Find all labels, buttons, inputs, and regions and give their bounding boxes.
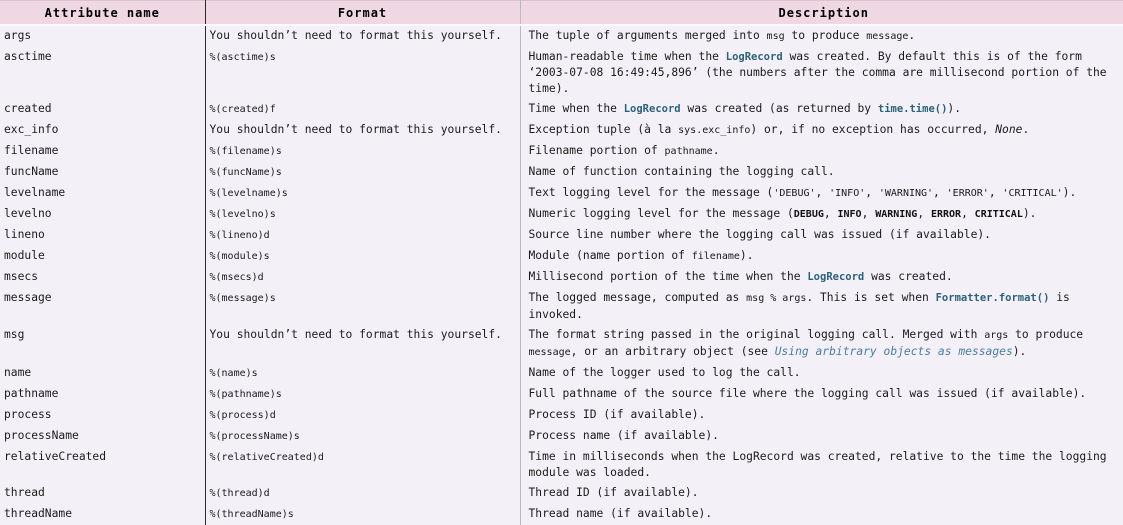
- table-row: [0, 25, 1123, 47]
- attribute-name-cell: lineno: [4, 228, 45, 241]
- text: Time in milliseconds when the LogRecord was created, relative to the time the logging module was loaded.: [528, 450, 1107, 479]
- attribute-name-cell: msg: [4, 328, 25, 341]
- text: to produce: [784, 29, 867, 42]
- code-reference-link[interactable]: LogRecord: [623, 103, 681, 115]
- table-row: [0, 204, 1123, 225]
- text: Name of the logger used to log the call.: [528, 366, 801, 379]
- attribute-name-cell: asctime: [4, 50, 52, 63]
- description-cell: [520, 447, 1123, 483]
- description-cell: [520, 204, 1123, 225]
- table-row: [0, 384, 1123, 405]
- text: Millisecond portion of the time when the: [528, 270, 808, 283]
- table-body: [0, 25, 1123, 525]
- inline-code: msg % args: [746, 293, 807, 304]
- column-header-format: Format: [205, 1, 520, 26]
- inline-code: 'INFO': [829, 188, 866, 199]
- text: ,: [933, 186, 947, 199]
- text: You shouldn’t need to format this yourself.: [209, 29, 502, 42]
- inline-code: 'WARNING': [878, 188, 934, 199]
- attribute-name-cell: exc_info: [4, 123, 59, 136]
- inline-code: %(msecs)d: [209, 272, 264, 283]
- inline-code: %(filename)s: [209, 146, 282, 157]
- text: Numeric logging level for the message (: [528, 207, 794, 220]
- inline-code: %(asctime)s: [209, 52, 276, 63]
- attribute-name-cell: levelno: [4, 207, 52, 220]
- attribute-name-cell: process: [4, 408, 52, 421]
- text: .: [712, 144, 720, 157]
- format-cell: [205, 47, 520, 99]
- description-cell: [520, 405, 1123, 426]
- table-row: [0, 447, 1123, 483]
- format-cell: [205, 384, 520, 405]
- text: ).: [1012, 345, 1027, 358]
- inline-code: %(created)f: [209, 104, 276, 115]
- text: ,: [861, 207, 876, 220]
- attribute-name-cell: created: [4, 102, 52, 115]
- format-cell: [205, 363, 520, 384]
- description-cell: [520, 141, 1123, 162]
- description-cell: [520, 288, 1123, 325]
- description-cell: [520, 267, 1123, 288]
- attribute-name-cell: processName: [4, 429, 79, 442]
- format-cell: [205, 483, 520, 504]
- text: Time when the: [528, 102, 624, 115]
- table-row: [0, 47, 1123, 99]
- table-row: [0, 246, 1123, 267]
- table-row: [0, 325, 1123, 363]
- text: Filename portion of: [528, 144, 665, 157]
- table-row: [0, 141, 1123, 162]
- constant-code: DEBUG: [793, 209, 824, 220]
- inline-code: %(funcName)s: [209, 167, 282, 178]
- constant-code: CRITICAL: [974, 209, 1023, 220]
- format-cell: [205, 426, 520, 447]
- format-cell: [205, 25, 520, 47]
- attribute-name-cell: args: [4, 29, 32, 42]
- text: to produce: [1008, 328, 1084, 341]
- table-row: [0, 225, 1123, 246]
- format-cell: [205, 141, 520, 162]
- attribute-name-cell: message: [4, 291, 52, 304]
- doc-link[interactable]: Using arbitrary objects as messages: [774, 345, 1013, 358]
- attribute-name-cell: filename: [4, 144, 59, 157]
- inline-code: %(levelno)s: [209, 209, 276, 220]
- attribute-name-cell: relativeCreated: [4, 450, 107, 463]
- inline-code: %(module)s: [209, 251, 270, 262]
- attribute-name-cell: name: [4, 366, 32, 379]
- format-cell: [205, 183, 520, 204]
- header-row: [0, 1, 1123, 26]
- text: Process name (if available).: [528, 429, 719, 442]
- description-cell: [520, 504, 1123, 525]
- text: is invoked.: [528, 291, 1070, 321]
- text: was created (as returned by: [680, 102, 878, 115]
- table-row: [0, 363, 1123, 384]
- description-cell: [520, 183, 1123, 204]
- text: You shouldn’t need to format this yourself.: [209, 328, 502, 341]
- constant-code: WARNING: [875, 209, 918, 220]
- text: Exception tuple (à la: [528, 123, 679, 136]
- text: Full pathname of the source file where the logging call was issued (if available).: [528, 387, 1087, 400]
- text: ) or, if no exception has occurred,: [750, 123, 996, 136]
- constant-code: INFO: [837, 209, 862, 220]
- description-cell: [520, 47, 1123, 99]
- format-cell: [205, 246, 520, 267]
- inline-code: %(levelname)s: [209, 188, 288, 199]
- table-row: [0, 120, 1123, 141]
- inline-code: 'ERROR': [946, 188, 989, 199]
- inline-code: filename: [691, 251, 740, 262]
- table-row: [0, 267, 1123, 288]
- text: The format string passed in the original logging call. Merged with: [528, 328, 985, 341]
- text: ).: [1022, 207, 1037, 220]
- text: Text logging level for the message (: [528, 186, 774, 199]
- format-cell: [205, 99, 520, 120]
- inline-code: %(name)s: [209, 368, 258, 379]
- description-cell: [520, 483, 1123, 504]
- text: ,: [815, 186, 830, 199]
- text: .: [1022, 123, 1030, 136]
- table-row: [0, 504, 1123, 525]
- emphasis-text: None: [995, 123, 1023, 136]
- attribute-name-cell: pathname: [4, 387, 59, 400]
- description-cell: [520, 225, 1123, 246]
- inline-code: %(thread)d: [209, 488, 270, 499]
- attribute-name-cell: threadName: [4, 507, 73, 520]
- inline-code: %(processName)s: [209, 431, 300, 442]
- code-reference-link[interactable]: time.time(): [877, 103, 948, 115]
- attribute-name-cell: thread: [4, 486, 45, 499]
- inline-code: message: [528, 347, 571, 358]
- text: ).: [947, 102, 962, 115]
- description-cell: [520, 384, 1123, 405]
- text: ,: [961, 207, 975, 220]
- description-cell: [520, 363, 1123, 384]
- text: Process ID (if available).: [528, 408, 706, 421]
- text: ,: [988, 186, 1003, 199]
- column-header-description: Description: [520, 1, 1123, 26]
- description-cell: [520, 426, 1123, 447]
- code-reference-link[interactable]: Formatter.format(): [935, 292, 1050, 304]
- inline-code: %(lineno)d: [209, 230, 270, 241]
- text: ,: [865, 186, 879, 199]
- attribute-name-cell: module: [4, 249, 45, 262]
- format-cell: [205, 204, 520, 225]
- table-row: [0, 99, 1123, 120]
- description-cell: [520, 120, 1123, 141]
- text: The tuple of arguments merged into: [528, 29, 767, 42]
- text: The logged message, computed as: [528, 291, 747, 304]
- description-cell: [520, 25, 1123, 47]
- inline-code: 'CRITICAL': [1002, 188, 1063, 199]
- attribute-name-cell: levelname: [4, 186, 66, 199]
- text: .: [908, 29, 916, 42]
- table-row: [0, 483, 1123, 504]
- text: Module (name portion of: [528, 249, 692, 262]
- text: Name of function containing the logging call.: [528, 165, 835, 178]
- constant-code: ERROR: [930, 209, 962, 220]
- attribute-name-cell: funcName: [4, 165, 59, 178]
- text: ).: [1062, 186, 1077, 199]
- format-cell: [205, 405, 520, 426]
- text: Thread name (if available).: [528, 507, 713, 520]
- table-row: [0, 426, 1123, 447]
- text: You shouldn’t need to format this yourself.: [209, 123, 502, 136]
- text: Thread ID (if available).: [528, 486, 699, 499]
- table-header: [0, 1, 1123, 26]
- text: was created.: [864, 270, 953, 283]
- table-row: [0, 405, 1123, 426]
- table-row: [0, 183, 1123, 204]
- code-reference-link[interactable]: LogRecord: [725, 51, 783, 63]
- table-row: [0, 288, 1123, 325]
- description-cell: [520, 162, 1123, 183]
- inline-code: %(pathname)s: [209, 389, 282, 400]
- text: . This is set when: [806, 291, 936, 304]
- description-cell: [520, 99, 1123, 120]
- text: ,: [917, 207, 931, 220]
- text: Source line number where the logging call was issued (if available).: [528, 228, 991, 241]
- format-cell: [205, 504, 520, 525]
- text: , or an arbitrary object (see: [570, 345, 775, 358]
- code-reference-link[interactable]: LogRecord: [807, 271, 865, 283]
- table-row: [0, 162, 1123, 183]
- inline-code: args: [984, 330, 1009, 341]
- attribute-name-cell: msecs: [4, 270, 39, 283]
- inline-code: 'DEBUG': [773, 188, 816, 199]
- description-cell: [520, 246, 1123, 267]
- format-cell: [205, 225, 520, 246]
- inline-code: message: [866, 31, 909, 42]
- description-cell: [520, 325, 1123, 363]
- inline-code: msg: [766, 31, 785, 42]
- text: was created. By default this is of the form ‘2003-07-08 16:49:45,896’ (the numbers after the comma are millisecond portion of the time).: [528, 50, 1107, 95]
- format-cell: [205, 162, 520, 183]
- inline-code: %(relativeCreated)d: [209, 452, 324, 463]
- inline-code: pathname: [664, 146, 713, 157]
- format-cell: [205, 447, 520, 483]
- text: ).: [739, 249, 754, 262]
- format-cell: [205, 120, 520, 141]
- inline-code: %(threadName)s: [209, 509, 294, 520]
- text: Human-readable time when the: [528, 50, 726, 63]
- inline-code: sys.exc_info: [678, 125, 751, 136]
- format-cell: [205, 267, 520, 288]
- text: ,: [823, 207, 838, 220]
- column-header-attribute-name: Attribute name: [0, 1, 205, 26]
- inline-code: %(process)d: [209, 410, 276, 421]
- format-cell: [205, 288, 520, 325]
- inline-code: %(message)s: [209, 293, 276, 304]
- format-cell: [205, 325, 520, 363]
